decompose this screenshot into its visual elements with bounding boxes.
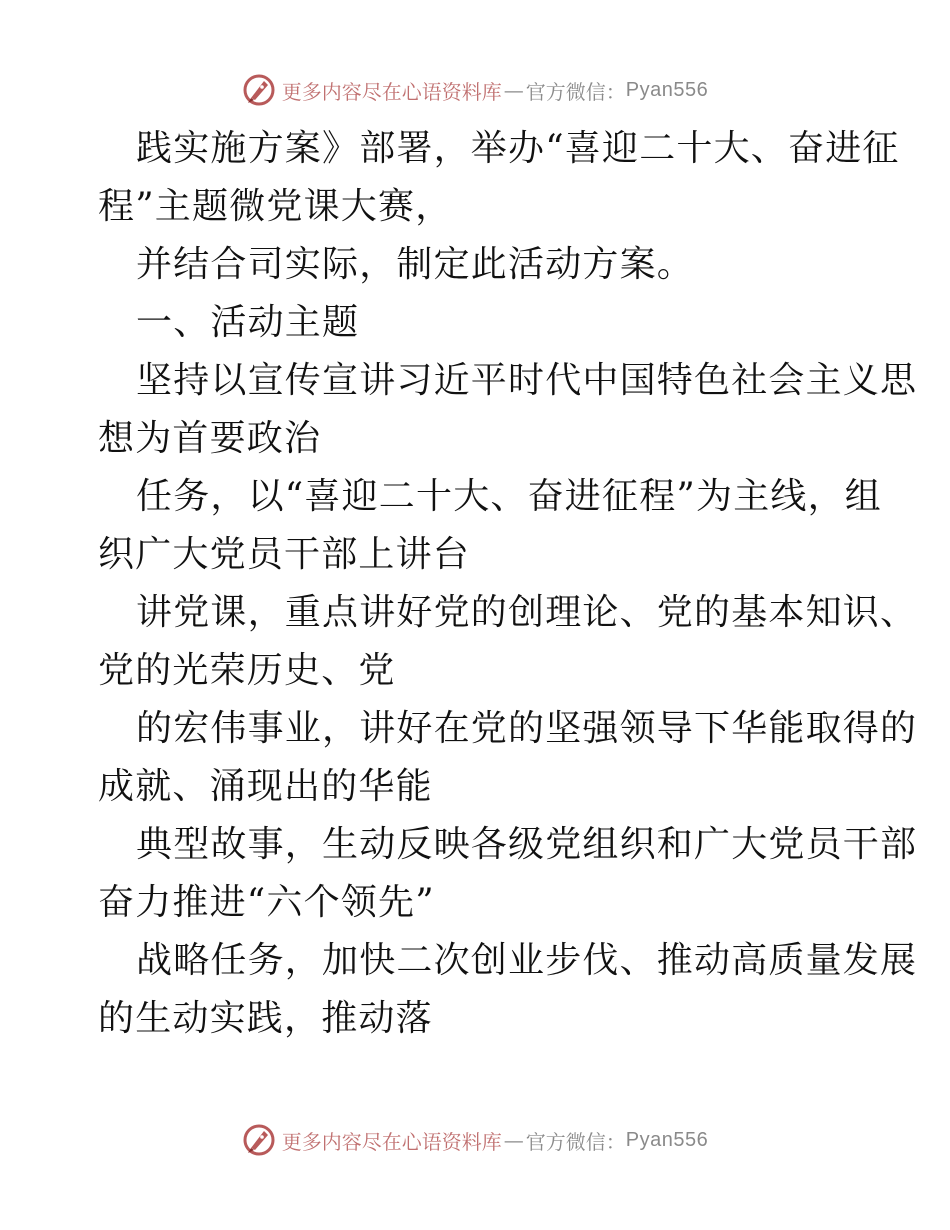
watermark-main-text: 更多内容尽在心语资料库 xyxy=(281,1129,502,1154)
watermark-dash: — xyxy=(503,78,524,102)
paragraph-line: 战略任务，加快二次创业步伐、推动高质量发展 xyxy=(136,940,918,981)
pen-nib-circle-logo-icon xyxy=(242,1123,276,1157)
paragraph-line: 成就、涌现出的华能 xyxy=(98,766,433,807)
paragraph-line: 程”主题微党课大赛， xyxy=(98,186,453,227)
paragraph-line: 想为首要政治 xyxy=(98,418,322,459)
watermark-dash: — xyxy=(503,1128,524,1152)
paragraph-line: 践实施方案》部署，举办“喜迎二十大、奋进征 xyxy=(136,128,900,169)
header-watermark xyxy=(0,70,950,110)
paragraph-line: 典型故事，生动反映各级党组织和广大党员干部 xyxy=(136,824,918,865)
watermark-wechat-id: Pyan556 xyxy=(625,1128,709,1151)
footer-watermark xyxy=(0,1120,950,1160)
paragraph-line: 奋力推进“六个领先” xyxy=(98,882,435,923)
paragraph-line: 党的光荣历史、党 xyxy=(98,650,396,691)
watermark-sub-text: 官方微信： xyxy=(525,1129,626,1154)
document-body xyxy=(98,120,918,1048)
pen-nib-circle-logo-icon xyxy=(242,73,276,107)
paragraph-line: 讲党课，重点讲好党的创理论、党的基本知识、 xyxy=(136,592,918,633)
paragraph-line: 的生动实践，推动落 xyxy=(98,998,433,1039)
paragraph-line: 任务，以“喜迎二十大、奋进征程”为主线，组 xyxy=(136,476,883,517)
section-heading: 一、活动主题 xyxy=(136,302,360,343)
paragraph-line: 坚持以宣传宣讲习近平时代中国特色社会主义思 xyxy=(136,360,918,401)
paragraph-line: 并结合司实际，制定此活动方案。 xyxy=(136,244,695,285)
paragraph-line: 的宏伟事业，讲好在党的坚强领导下华能取得的 xyxy=(136,708,918,749)
watermark-wechat-id: Pyan556 xyxy=(625,78,709,101)
watermark-sub-text: 官方微信： xyxy=(525,79,626,104)
watermark-main-text: 更多内容尽在心语资料库 xyxy=(281,79,502,104)
paragraph-line: 织广大党员干部上讲台 xyxy=(98,534,471,575)
